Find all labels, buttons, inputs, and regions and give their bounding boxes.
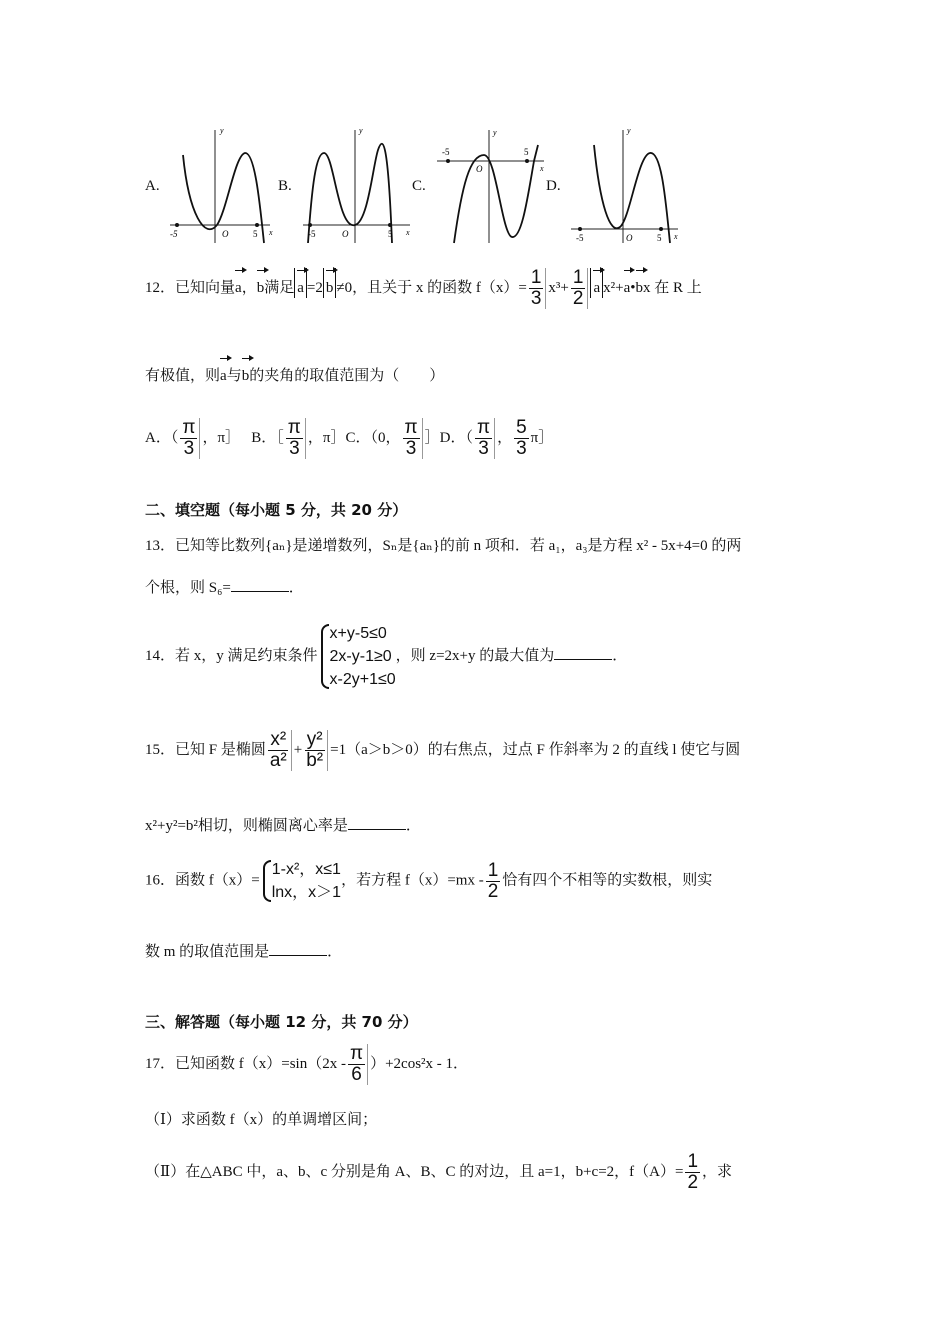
graph-d-origin: O (626, 233, 633, 243)
q16-piecewise: 1-x²，x≤1 lnx，x＞1 (260, 858, 341, 904)
graph-c-y: y (493, 128, 497, 137)
q12-line1: 12．已知向量a，b满足 a =2 b ≠0，且关于 x 的函数 f（x）= $\frac{1}{3}$ x³+ $\frac{1}{2}$ a x²+a•bx 在 R 上 (145, 267, 702, 310)
q14: 14．若 x，y 满足约束条件x+y-5≤0 2x-y-1≥0 x-2y+1≤0，则 z=2x+y 的最大值为 ． (145, 622, 627, 691)
graph-d-neg5: -5 (576, 233, 584, 243)
q14-blank (554, 659, 612, 660)
frac-1-3: $\frac{1}{3}$ (529, 268, 547, 309)
graph-b-origin: O (342, 229, 349, 239)
graph-c (432, 125, 547, 245)
graph-a-neg5: -5 (170, 229, 178, 239)
q15-line1: 15．已知 F 是椭圆 $\frac{\text{x²}}{\text{a²}}$ + $\frac{\text{y²}}{\text{b²}}$ =1（a＞b＞0）的右焦点，过点 F 作斜率为 2 的直线 l 使它与圆 (145, 729, 741, 771)
graph-c-five: 5 (524, 147, 529, 157)
q16-line2: 数 m 的取值范围是 ． (145, 944, 343, 960)
graph-c-origin: O (476, 164, 483, 174)
graph-b (298, 125, 413, 245)
q13-line2: 个根，则 S₆= ． (145, 580, 304, 596)
q17-part1: （Ⅰ）求函数 f（x）的单调增区间； (145, 1112, 378, 1128)
graph-a-origin: O (222, 229, 229, 239)
q13-blank (231, 591, 289, 592)
graph-b-neg5: -5 (308, 229, 316, 239)
q15-blank (348, 829, 406, 830)
graph-b-x: x (406, 228, 410, 237)
q17-line1: 17．已知函数 f（x）=sin（2x - $\frac{\pi}{6}$ ）+2cos²x - 1． (145, 1043, 469, 1085)
graph-d-x: x (674, 232, 678, 241)
graph-d-y: y (627, 126, 631, 135)
graph-d-five: 5 (657, 233, 662, 243)
q15-line2: x²+y²=b²相切，则椭圆离心率是 ． (145, 818, 421, 834)
graph-a-five: 5 (253, 229, 258, 239)
option-d-label: D. (546, 178, 561, 194)
graph-b-five: 5 (388, 229, 393, 239)
graph-c-neg5: -5 (442, 147, 450, 157)
graph-a (165, 125, 275, 245)
section3-title: 三、解答题（每小题 12 分，共 70 分） (145, 1013, 418, 1031)
option-b-label: B. (278, 178, 292, 194)
q16-line1: 16．函数 f（x）=1-x²，x≤1 lnx，x＞1，若方程 f（x）=mx - $\frac{1}{2}$ 恰有四个不相等的实数根，则实 (145, 858, 712, 904)
q13-line1: 13．已知等比数列{aₙ}是递增数列，Sₙ是{aₙ}的前 n 项和．若 a₁，a₃是方程 x² - 5x+4=0 的两 (145, 538, 742, 554)
frac-1-2: $\frac{1}{2}$ (571, 268, 589, 309)
q14-constraints: x+y-5≤0 2x-y-1≥0 x-2y+1≤0 (318, 622, 396, 691)
graph-d (566, 125, 681, 245)
q12-options: A．（ $\frac{\pi}{3}$ ，π］ B．［ $\frac{\pi}{3}$ ，π］C．（0， $\frac{\pi}{3}$ ］D．（ $\frac{\pi}{3}$ ， $\frac{5}{3}$ π］ (145, 417, 554, 459)
option-c-label: C. (412, 178, 426, 194)
graph-a-y: y (220, 126, 224, 135)
graph-a-x: x (269, 228, 273, 237)
q17-part2: （Ⅱ）在△ABC 中，a、b、c 分别是角 A、B、C 的对边，且 a=1，b+c=2，f（A）= $\frac{1}{2}$ ，求 (145, 1151, 733, 1193)
graph-c-x: x (540, 164, 544, 173)
q12-line2: 有极值，则a与b的夹角的取值范围为（ ） (145, 356, 444, 386)
section2-title: 二、填空题（每小题 5 分，共 20 分） (145, 501, 408, 519)
graph-b-y: y (359, 126, 363, 135)
option-a-label: A. (145, 178, 160, 194)
q16-blank (269, 955, 327, 956)
